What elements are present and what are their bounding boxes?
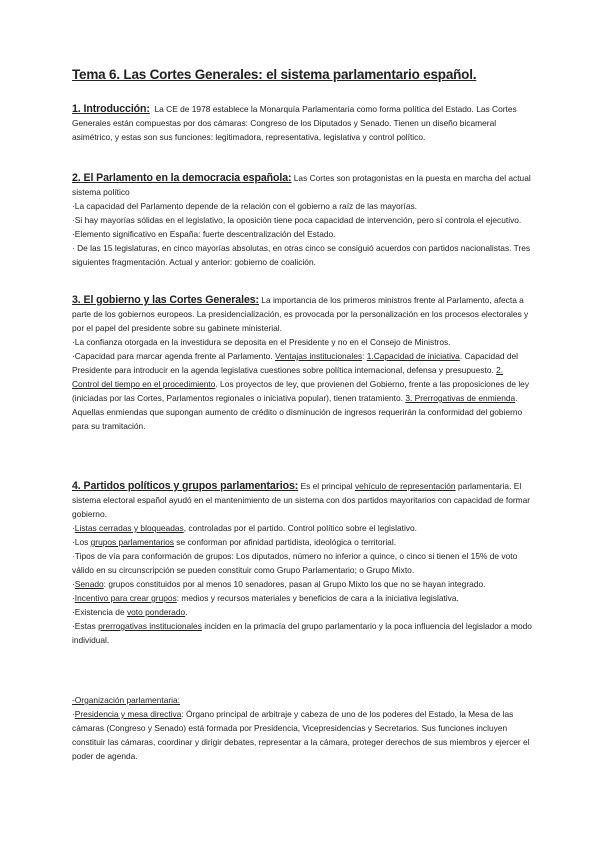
subsection-heading: -Organización parlamentaria:: [72, 695, 180, 705]
list-item: [72, 577, 532, 591]
underlined-term: grupos parlamentarios: [90, 537, 174, 547]
text-run: , controladas por el partido. Control político sobre el legislativo.: [183, 523, 417, 533]
list-item: ·La confianza otorgada en la investidura se deposita en el Presidente y no en el Consejo de Ministros.: [72, 337, 451, 347]
underlined-term: 1.Capacidad de iniciativa: [366, 351, 460, 361]
underlined-term: Listas cerradas y bloqueadas: [74, 523, 184, 533]
text-run: inciden en la primacía del grupo parlamentario y la poca influencia del legislador a modo individual.: [72, 621, 532, 645]
underlined-term: Ventajas institucionales: [274, 351, 363, 361]
underlined-term: voto ponderado: [126, 607, 186, 617]
section-paragraph: [72, 102, 532, 144]
text-run: : Órgano principal de arbitraje y cabeza de uno de los poderes del Estado, la Mesa de las cámaras (Congreso y Senado) está formada por Presidencia, Vicepresidencias y Secretarios. Sus funciones incluyen constituir las cámaras, coordinar y dirigir debates, representar a la cámara, proteger derechos de sus miembros y ejercer el poder de agenda.: [72, 709, 530, 761]
section-introduccion: [72, 102, 532, 144]
text-run: ·Los: [72, 537, 89, 547]
text-run: ·Existencia de: [72, 607, 125, 617]
section-organizacion-parlamentaria: [72, 693, 532, 763]
underlined-term: Incentivo para crear grupos: [74, 593, 177, 603]
list-item: ·La capacidad del Parlamento depende de la relación con el gobierno a raíz de las mayorías.: [72, 201, 417, 211]
text-run: ·Estas: [72, 621, 96, 631]
underlined-term: vehículo de representación: [354, 481, 456, 491]
underlined-term: 2. Control del tiempo en el procedimiento: [72, 365, 504, 389]
paragraph-text: La importancia de los primeros ministros frente al Parlamento, afecta a parte de los gobiernos europeos. La presidencialización, es provocada por la personalización en los procesos electorales y por el papel del presidente sobre su gabinete ministerial.: [72, 295, 529, 333]
section-heading: 3. El gobierno y las Cortes Generales:: [72, 294, 259, 306]
list-item: · De las 15 legislaturas, en cinco mayorías absolutas, en otras cinco se consiguió acuerdos con partidos nacionalistas. Tres siguientes fragmentación. Actual y anterior: gobierno de coalición.: [72, 243, 531, 267]
underlined-term: prerrogativas institucionales: [98, 621, 202, 631]
text-run: parlamentaria. El sistema electoral español ayudó en el mantenimiento de un sistema con dos partidos mayoritarios con capacidad de formar gobierno.: [72, 481, 531, 519]
list-item: ·Tipos de vía para conformación de grupos: Los diputados, número no inferior a quince, o cinco si tienen el 15% de voto válido en su circunscripción se pueden constituir como Grupo Parlamentario; o Grupo Mixto.: [72, 551, 518, 575]
text-run: :: [362, 351, 365, 361]
text-run: . Los proyectos de ley, que provienen del Gobierno, frente a las proposiciones de ley (iniciadas por las Cortes, Parlamentos regionales o iniciativa popular), tienen tratamiento.: [72, 379, 530, 403]
text-run: ·: [72, 579, 75, 589]
section-partidos-grupos: [72, 479, 532, 647]
section-heading: 1. Introducción:: [72, 103, 150, 115]
text-run: ·: [72, 523, 75, 533]
list-item: [72, 605, 532, 619]
underlined-term: Presidencia y mesa directiva: [74, 709, 182, 719]
text-run: : medios y recursos materiales y beneficios de cara a la iniciativa legislativa.: [176, 593, 459, 603]
section-heading: 2. El Parlamento en la democracia española:: [72, 172, 292, 184]
underlined-term: Senado: [74, 579, 104, 589]
underlined-term: 3. Prerrogativas de enmienda: [405, 393, 516, 403]
section-gobierno-cortes: [72, 293, 532, 433]
list-item: [72, 619, 532, 647]
text-run: Es el principal: [300, 481, 353, 491]
text-run: . Capacidad del Presidente para introducir en la agenda legislativa cuestiones sobre política internacional, defensa y presupuesto.: [72, 351, 519, 375]
list-item: [72, 349, 532, 433]
list-item: ·Elemento significativo en España: fuerte descentralización del Estado.: [72, 229, 336, 239]
text-run: se conforman por afinidad partidista, ideológica o territorial.: [176, 537, 397, 547]
text-run: : grupos constituidos por al menos 10 senadores, pasan al Grupo Mixto los que no se hayan integrado.: [103, 579, 486, 589]
paragraph-text: Las Cortes son protagonistas en la puesta en marcha del actual sistema político: [72, 173, 531, 197]
paragraph-text: La CE de 1978 establece la Monarquía Parlamentaria como forma política del Estado. Las Cortes Generales están compuestas por dos cámaras: Congreso de los Diputados y Senado. Tienen un diseño bicameral asimétrico, y estas son sus funciones: legitimadora, representativa, legislativa y control político.: [72, 104, 517, 142]
list-item: [72, 521, 532, 535]
document-title: Tema 6. Las Cortes Generales: el sistema parlamentario español.: [72, 67, 477, 82]
list-item: [72, 535, 532, 549]
text-run: .: [185, 607, 188, 617]
section-paragraph: [72, 171, 532, 199]
list-item: [72, 707, 532, 763]
section-paragraph: [72, 293, 532, 335]
section-heading: 4. Partidos políticos y grupos parlamentarios:: [72, 480, 299, 492]
list-item: [72, 591, 532, 605]
section-parlamento: [72, 171, 532, 269]
section-paragraph: [72, 479, 532, 521]
list-item: ·Si hay mayorías sólidas en el legislativo, la oposición tiene poca capacidad de intervención, pero sí controla el ejecutivo.: [72, 215, 522, 225]
text-run: . Aquellas enmiendas que supongan aumento de crédito o disminución de ingresos requerirán la conformidad del gobierno para su tramitación.: [72, 393, 523, 431]
text-run: ·: [72, 709, 75, 719]
text-run: ·: [72, 593, 75, 603]
text-run: ·Capacidad para marcar agenda frente al Parlamento.: [72, 351, 273, 361]
